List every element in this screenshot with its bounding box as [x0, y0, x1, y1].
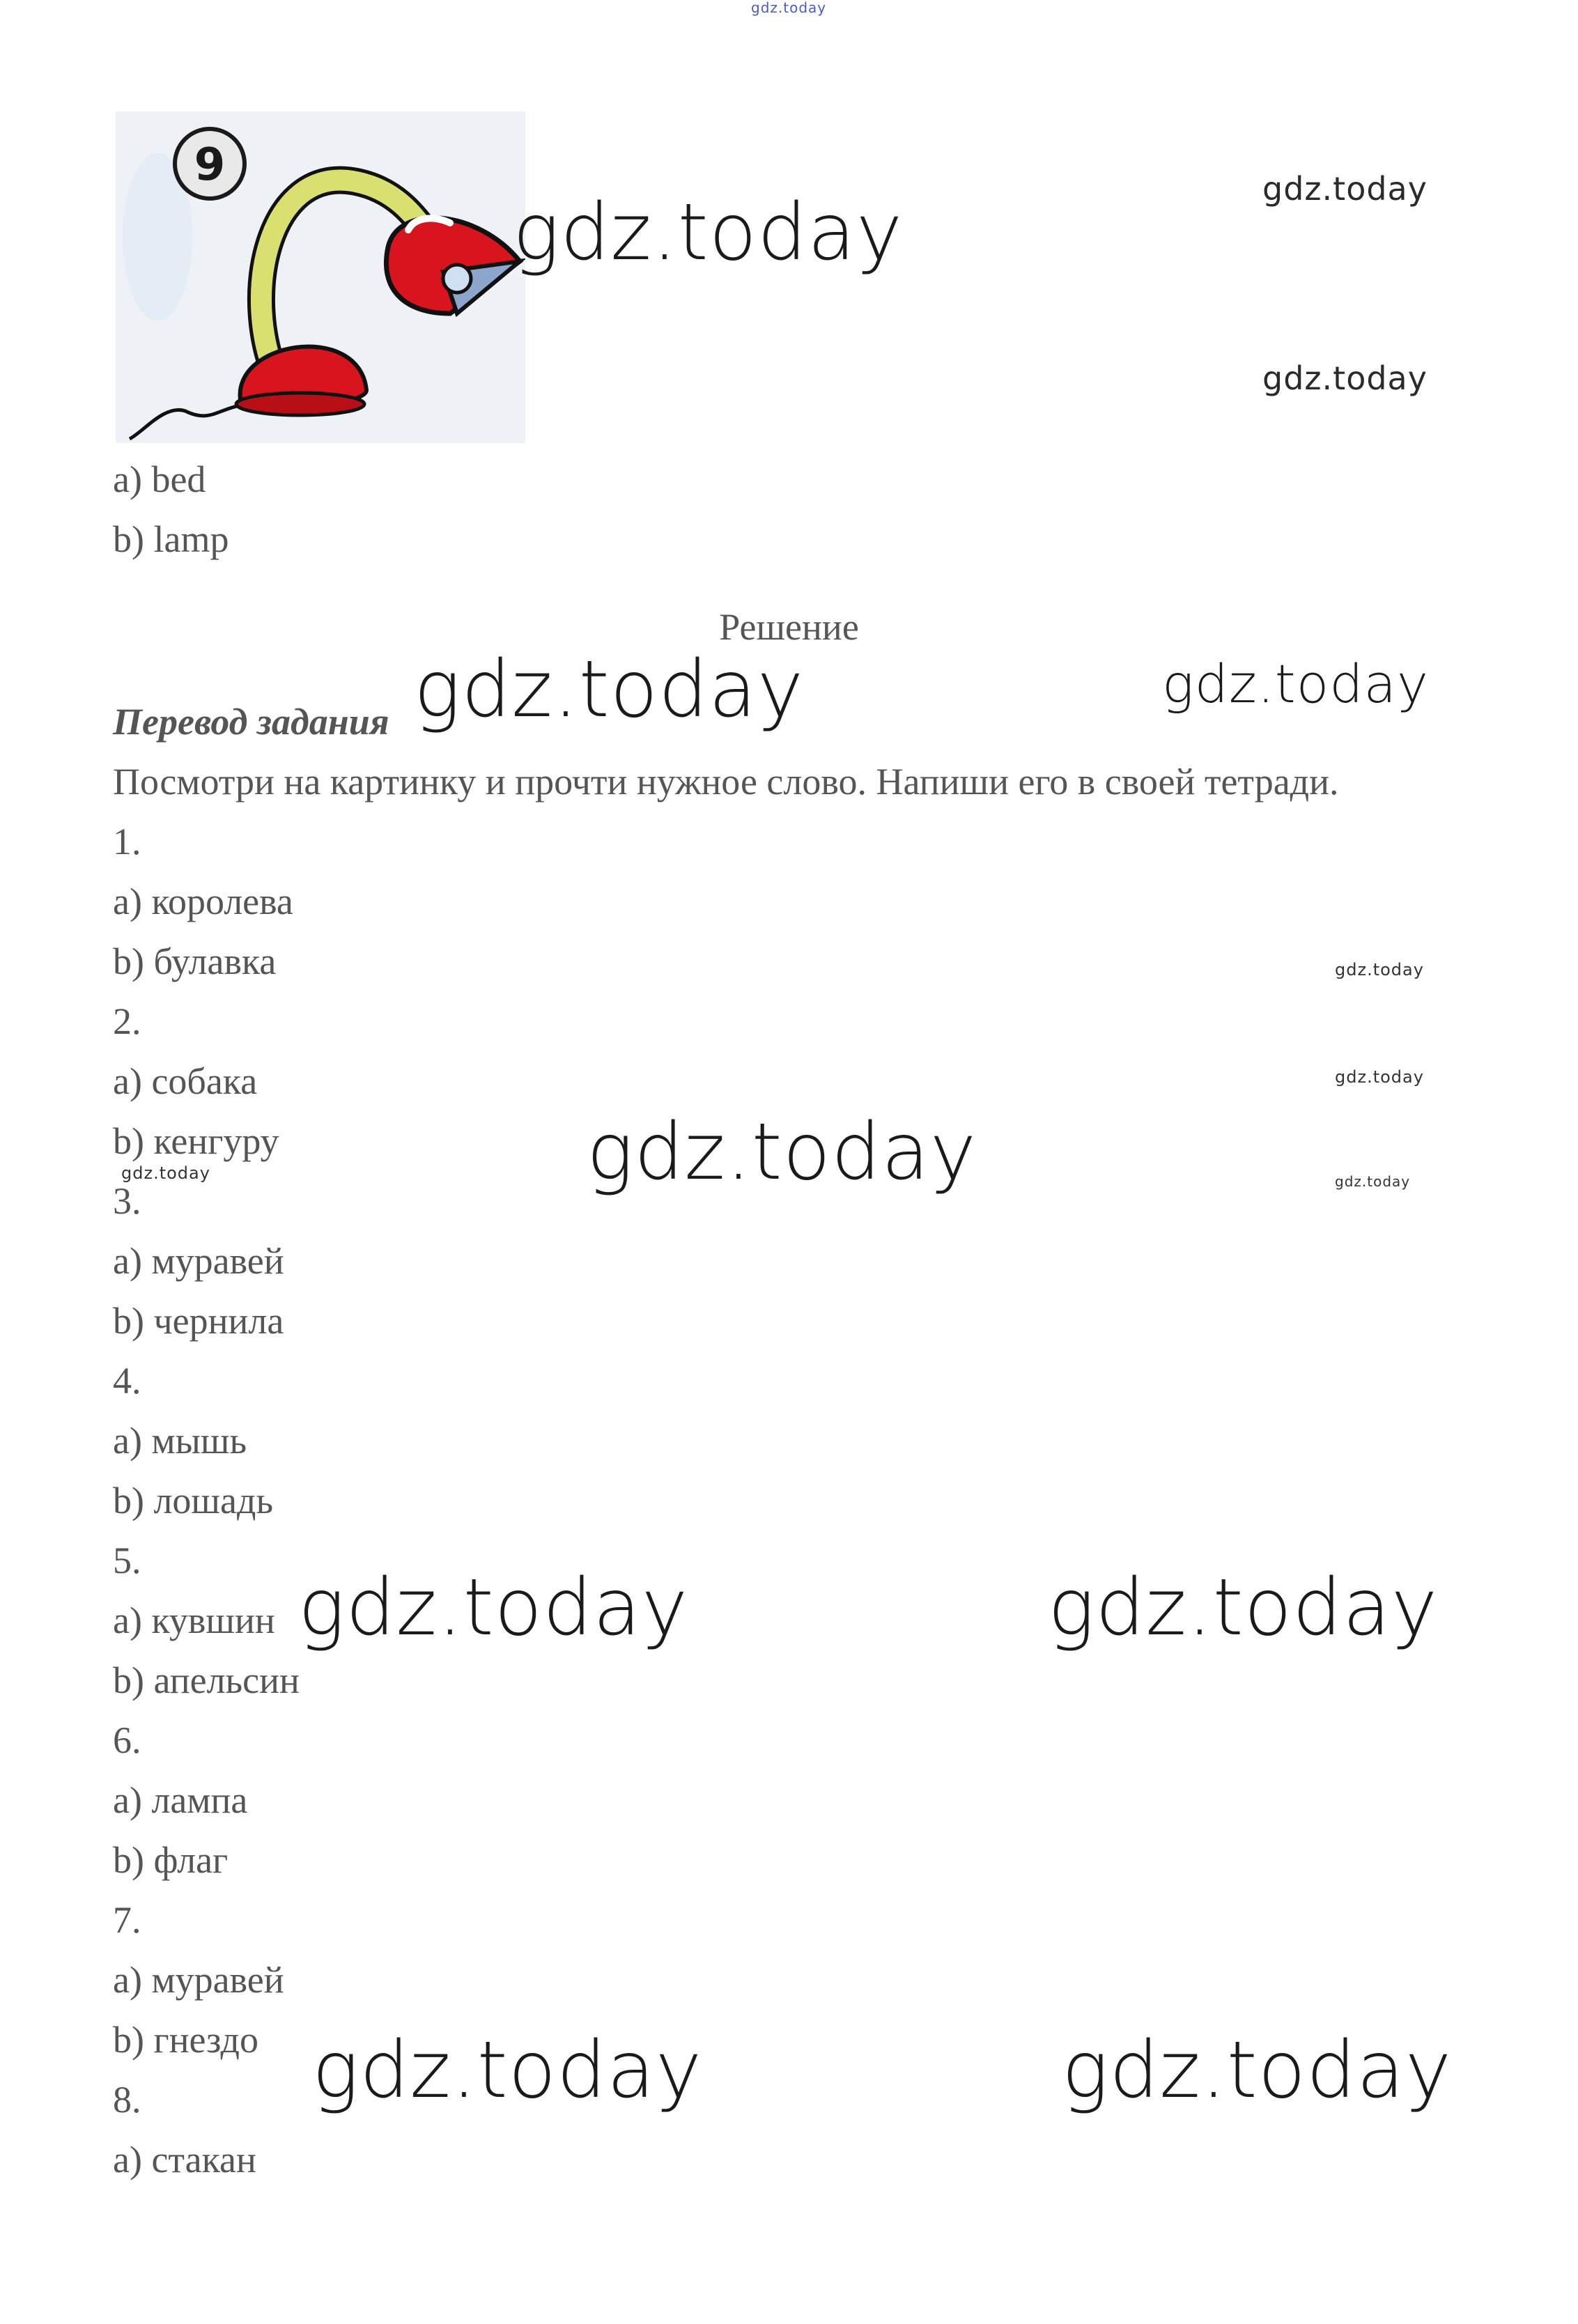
item-option-b: b) булавка [113, 940, 277, 982]
solution-heading: Решение [719, 606, 859, 648]
item-option-b: b) лошадь [113, 1480, 274, 1521]
watermark: gdz.today [414, 644, 805, 735]
watermark: gdz.today [298, 1563, 689, 1653]
watermark: gdz.today [1335, 960, 1424, 979]
item-number: 7. [113, 1899, 141, 1941]
watermark: gdz.today [1335, 1173, 1411, 1190]
watermark: gdz.today [1062, 2025, 1453, 2116]
item-number: 5. [113, 1540, 141, 1581]
item-option-b: b) чернила [113, 1300, 284, 1342]
exercise-option-a: a) bed [113, 458, 206, 500]
item-option-a: a) мышь [113, 1420, 247, 1462]
item-number: 3. [113, 1180, 141, 1222]
item-option-b: b) кенгуру [113, 1120, 279, 1162]
watermark: gdz.today [1048, 1563, 1439, 1653]
lamp-illustration [116, 111, 525, 443]
instruction-text: Посмотри на картинку и прочти нужное слово. Напиши его в своей тетради. [113, 761, 1339, 803]
translation-label: Перевод задания [113, 701, 389, 743]
item-number: 6. [113, 1719, 141, 1761]
watermark-top: gdz.today [751, 0, 827, 16]
watermark: gdz.today [121, 1163, 210, 1183]
watermark: gdz.today [312, 2025, 703, 2116]
watermark: gdz.today [1335, 1067, 1424, 1087]
exercise-number: 9 [194, 139, 226, 191]
item-option-b: b) гнездо [113, 2019, 258, 2061]
item-number: 2. [113, 1000, 141, 1042]
item-option-a: a) королева [113, 881, 293, 922]
item-option-a: a) муравей [113, 1240, 284, 1282]
lamp-icon [116, 111, 525, 443]
item-number: 8. [113, 2079, 141, 2121]
item-option-b: b) флаг [113, 1839, 229, 1881]
item-option-a: a) стакан [113, 2139, 256, 2180]
item-option-b: b) апельсин [113, 1659, 300, 1701]
item-option-a: a) муравей [113, 1959, 284, 2001]
watermark: gdz.today [513, 187, 904, 278]
item-number: 4. [113, 1360, 141, 1402]
watermark: gdz.today [1262, 359, 1428, 397]
watermark: gdz.today [587, 1107, 977, 1198]
item-option-a: a) кувшин [113, 1599, 275, 1641]
item-option-a: a) лампа [113, 1779, 248, 1821]
watermark: gdz.today [1262, 170, 1428, 208]
watermark: gdz.today [1162, 653, 1429, 715]
item-option-a: a) собака [113, 1060, 258, 1102]
item-number: 1. [113, 821, 141, 862]
exercise-option-b: b) lamp [113, 518, 229, 560]
